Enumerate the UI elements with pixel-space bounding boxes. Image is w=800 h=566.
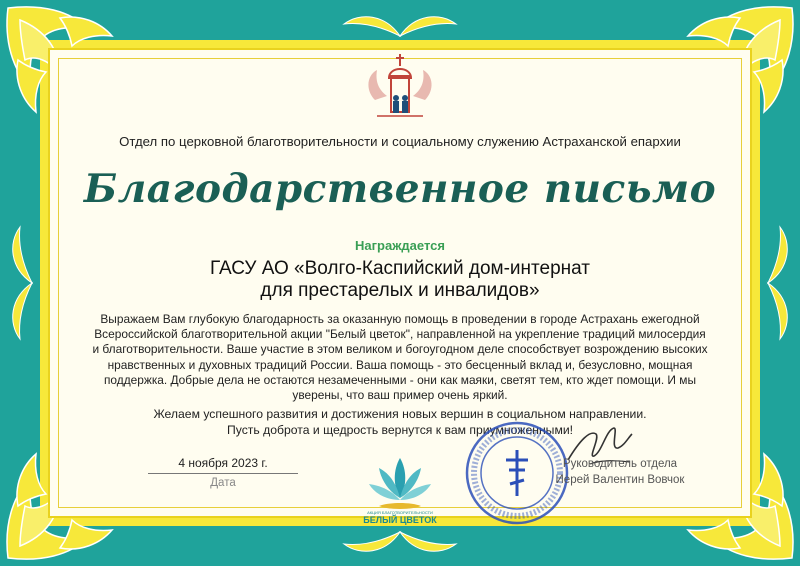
logo-small-caption: АКЦИЯ БЛАГОТВОРИТЕЛЬНОСТИ [367,510,433,515]
left-ornament [0,223,36,343]
date-value: 4 ноября 2023 г. [178,456,268,470]
wish-line-1: Желаем успешного развития и достижения новых вершин в социальном направлении. [153,407,647,421]
wish-line-2: Пусть доброта и щедрость вернутся к вам приумноженными! [226,422,574,437]
recipient-name [60,258,740,302]
date-caption: Дата [210,477,236,489]
logo-name: БЕЛЫЙ ЦВЕТОК [363,515,437,525]
gratitude-paragraph: Выражаем Вам глубокую благодарность за оказанную помощь в проведении в городе Астрахань ежегодной Всероссийской благотворительной акции "Белый цветок", направленной на укрепление традиций милосердия и благотворительности. Ваше участие в этом великом и богоугодном деле способствует возрождению высоких нравственных и духовных традиций России. Ваша помощь - это бесценный вклад и, безусловно, мощная поддержка. Добрые дела не остаются незамеченными - они как маяки, светят тем, кто ждет помощи. И мы уверены, что ваш пример очень яркий. [92,312,708,403]
white-flower-logo [355,448,445,528]
white-flower-icon [355,448,445,516]
bottom-ornament [340,528,460,564]
top-ornament [340,4,460,40]
official-seal-icon [462,418,572,528]
certificate-title: Благодарственное письмо [83,166,717,212]
department-name: Отдел по церковной благотворительности и социальному служению Астраханской епархии [119,134,681,149]
church-emblem-icon [355,50,445,128]
signer-name: Иерей Валентин Вовчок [555,474,685,486]
date-underline [148,473,298,474]
right-ornament [764,223,800,343]
awarded-label: Награждается [355,238,445,253]
recipient-line-1: ГАСУ АО «Волго-Каспийский дом-интернат [210,258,590,279]
recipient-line-2: для престарелых и инвалидов» [260,280,540,301]
signer-role: Руководитель отдела [562,458,678,470]
